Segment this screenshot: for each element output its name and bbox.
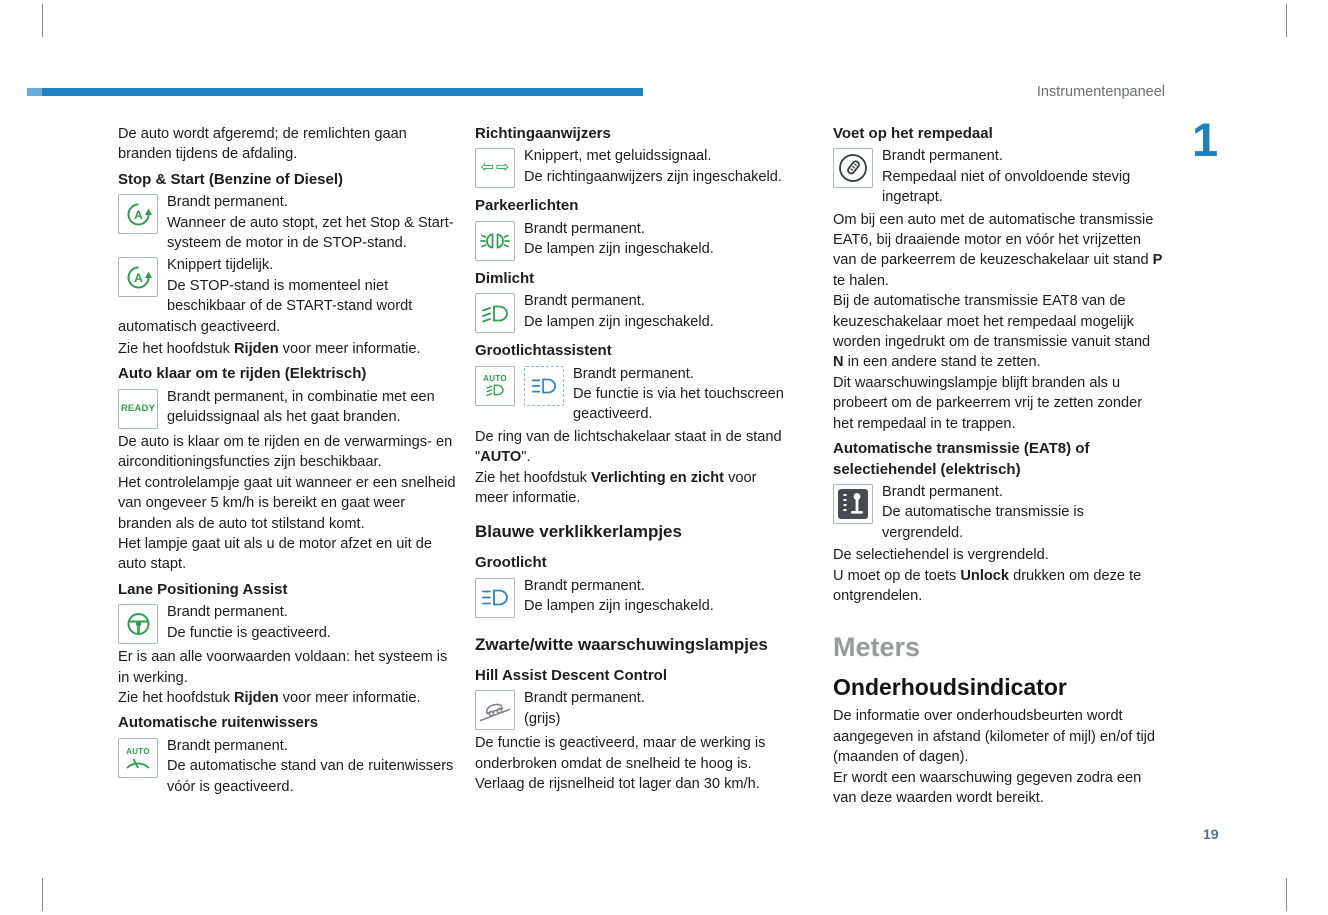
stop-start-icon <box>118 257 158 297</box>
heading-low-beam: Dimlicht <box>475 269 535 287</box>
text-run-bold: Unlock <box>960 567 1010 584</box>
indicator-state: Brandt permanent. <box>524 690 645 707</box>
heading-stop-start: Stop & Start (Benzine of Diesel) <box>118 170 344 188</box>
steering-wheel-glyph <box>125 611 152 638</box>
parking-lights-glyph <box>480 231 510 251</box>
heading-turn-indicators: Richtingaanwijzers <box>475 125 611 142</box>
heading-hill-assist: Hill Assist Descent Control <box>475 666 667 684</box>
indicator-entry-low-beam <box>475 291 793 332</box>
indicator-state: Brandt permanent, in combinatie met een geluidssignaal als het gaat branden. <box>167 388 435 426</box>
chapter-accent-bar <box>27 88 643 96</box>
text-run: De ring van de lichtschakelaar staat in de stand " <box>475 428 782 466</box>
auto-headlight-icon <box>475 366 515 406</box>
hill-descent-icon <box>475 690 515 730</box>
indicator-desc: De automatische transmissie is vergrendeld. <box>882 504 1084 541</box>
indicator-entry-hill-assist <box>475 688 793 729</box>
text-run-bold: N <box>833 354 844 371</box>
heading-lane-assist: Lane Positioning Assist <box>118 580 288 598</box>
indicator-desc: De lampen zijn ingeschakeld. <box>524 241 714 258</box>
indicator-state: Brandt permanent. <box>882 148 1003 165</box>
cross-reference <box>118 339 460 359</box>
indicator-entry-brake-pedal <box>833 146 1163 207</box>
text-run: voor meer informatie. <box>278 689 421 706</box>
paragraph: Het lampje gaat uit als u de motor afzet en uit de auto stapt. <box>118 535 432 573</box>
text-run-bold: Verlichting en zicht <box>591 469 725 486</box>
indicator-entry-parking <box>475 219 793 260</box>
indicator-desc: De lampen zijn ingeschakeld. <box>524 313 714 330</box>
intro-paragraph: De auto wordt afgeremd; de remlichten gaan branden tijdens de afdaling. <box>118 126 407 163</box>
section-heading-blue-indicators: Blauwe verklikkerlampjes <box>475 522 682 542</box>
chapter-section-heading-meters: Meters <box>833 632 921 663</box>
high-beam-auto-icon <box>524 366 564 406</box>
paragraph <box>833 210 1163 292</box>
text-run: Zie het hoofdstuk <box>118 689 235 706</box>
paragraph: Verlaag de rijsnelheid tot lager dan 30 km/h. <box>475 776 760 793</box>
text-run-bold: Rijden <box>234 341 279 358</box>
indicator-entry-transmission <box>833 482 1163 543</box>
indicator-state: Brandt permanent. <box>524 577 645 594</box>
heading-brake-pedal: Voet op het rempedaal <box>833 125 993 142</box>
text-run-bold: Rijden <box>234 689 279 706</box>
heading-high-beam-assist: Grootlichtassistent <box>475 342 612 360</box>
stop-start-glyph <box>125 264 152 291</box>
paragraph: Er wordt een waarschuwing gegeven zodra een van deze waarden wordt bereikt. <box>833 769 1142 806</box>
indicator-state: Brandt permanent. <box>167 604 288 621</box>
high-beam-glyph <box>530 376 558 396</box>
text-run: Om bij een auto met de automatische transmissie EAT6, bij draaiende motor en vóór het vrijzetten van de parkeerrem de keuzeschakelaar uit stand <box>833 211 1154 269</box>
high-beam-glyph <box>480 587 510 608</box>
crop-mark-top-left <box>42 4 43 37</box>
gear-selector-icon <box>833 484 873 524</box>
auto-headlight-icon-label: AUTO <box>483 374 507 384</box>
paragraph: De functie is geactiveerd, maar de werking is onderbroken omdat de snelheid te hoog is. <box>475 735 766 772</box>
stop-start-glyph <box>125 201 152 228</box>
column-right <box>833 124 1163 808</box>
heading-automatic-transmission: Automatische transmissie (EAT8) of selectiehendel (elektrisch) <box>833 440 1090 478</box>
indicator-state: Knippert tijdelijk. <box>167 257 274 274</box>
indicator-state: Brandt permanent. <box>882 483 1003 500</box>
indicator-desc: Wanneer de auto stopt, zet het Stop & Start-systeem de motor in de STOP-stand. <box>167 214 454 252</box>
crop-mark-bottom-left <box>42 878 43 911</box>
indicator-entry-auto-wipers <box>118 736 460 797</box>
cross-reference <box>475 468 793 509</box>
car-on-slope-glyph <box>479 699 511 722</box>
section-heading-bw-warnings: Zwarte/witte waarschuwingslampjes <box>475 634 768 654</box>
paragraph: De selectiehendel is vergrendeld. <box>833 547 1049 564</box>
stop-start-icon <box>118 194 158 234</box>
indicator-entry-stop-start-on <box>118 192 460 253</box>
indicator-state: Brandt permanent. <box>167 737 288 754</box>
heading-parking-lights: Parkeerlichten <box>475 197 579 215</box>
indicator-state: Brandt permanent. <box>573 365 694 382</box>
indicator-state: Brandt permanent. <box>524 220 645 237</box>
svg-text:A: A <box>133 270 143 285</box>
text-run-bold: AUTO <box>480 449 522 466</box>
low-beam-icon <box>475 293 515 333</box>
column-middle <box>475 124 793 795</box>
wiper-glyph <box>125 756 151 769</box>
indicator-entry-high-beam-assist <box>475 364 793 425</box>
turn-indicators-icon <box>475 148 515 188</box>
paragraph: Er is aan alle voorwaarden voldaan: het systeem is in werking. <box>118 649 448 686</box>
crop-mark-top-right <box>1286 4 1287 37</box>
ready-icon-label: READY <box>120 402 156 414</box>
low-beam-glyph <box>483 383 507 397</box>
text-run-bold: P <box>1152 252 1163 269</box>
heading-auto-wipers: Automatische ruitenwissers <box>118 714 319 732</box>
heading-high-beam: Grootlicht <box>475 554 547 572</box>
text-run: Zie het hoofdstuk <box>118 341 235 358</box>
paragraph <box>475 427 793 468</box>
indicator-desc: De automatische stand van de ruitenwissers vóór is geactiveerd. <box>167 758 454 795</box>
column-left <box>118 124 460 799</box>
indicator-desc: (grijs) <box>524 710 561 727</box>
indicator-desc: Rempedaal niet of onvoldoende stevig ingetrapt. <box>882 168 1131 206</box>
indicator-desc: De STOP-stand is momenteel niet beschikbaar of de START-stand wordt automatisch geactiveerd. <box>118 277 413 335</box>
text-run: te halen. <box>833 272 889 289</box>
low-beam-glyph <box>480 303 510 324</box>
text-run: voor meer informatie. <box>278 341 421 358</box>
paragraph <box>833 566 1163 607</box>
text-run: U moet op de toets <box>833 567 961 584</box>
text-run: drukken om deze te ontgrendelen. <box>833 567 1142 604</box>
foot-on-pedal-glyph <box>837 152 869 184</box>
gear-selector-glyph <box>837 488 869 520</box>
indicator-state: Brandt permanent. <box>524 293 645 310</box>
parking-lights-icon <box>475 221 515 261</box>
heading-ready: Auto klaar om te rijden (Elektrisch) <box>118 365 367 383</box>
paragraph <box>833 291 1163 373</box>
auto-wiper-icon <box>118 738 158 778</box>
indicator-desc: De lampen zijn ingeschakeld. <box>524 598 714 615</box>
page-number: 19 <box>1203 826 1219 842</box>
indicator-desc: De richtingaanwijzers zijn ingeschakeld. <box>524 168 782 185</box>
indicator-state: Brandt permanent. <box>167 194 288 211</box>
indicator-entry-lane-assist <box>118 602 460 643</box>
ready-icon <box>118 389 158 429</box>
paragraph: De auto is klaar om te rijden en de verwarmings- en airconditioningsfuncties zijn beschikbaar. <box>118 433 453 471</box>
text-run: voor meer informatie. <box>475 469 757 507</box>
chapter-number: 1 <box>1192 113 1219 166</box>
indicator-desc: De functie is geactiveerd. <box>167 624 331 641</box>
high-beam-icon <box>475 578 515 618</box>
lane-positioning-icon <box>118 604 158 644</box>
indicator-entry-high-beam <box>475 576 793 617</box>
indicator-entry-turn <box>475 146 793 187</box>
indicator-desc: De functie is via het touchscreen geactiveerd. <box>573 386 784 423</box>
crop-mark-bottom-right <box>1286 878 1287 911</box>
indicator-entry-ready <box>118 387 460 428</box>
paragraph: De informatie over onderhoudsbeurten wordt aangegeven in afstand (kilometer of mijl) en/of tijd (maanden of dagen). <box>833 708 1156 766</box>
indicator-entry-stop-start-blink <box>118 255 460 337</box>
text-run: Bij de automatische transmissie EAT8 van de keuzeschakelaar moet het rempedaal mogelijk worden ingedrukt om de transmissie vanuit stand <box>833 293 1151 351</box>
accent-bar-tip <box>27 88 42 96</box>
paragraph: Dit waarschuwingslampje blijft branden als u probeert om de parkeerrem vrij te zetten zonder het rempedaal in te trappen. <box>833 374 1143 432</box>
turn-arrows-glyph: ⇦⇨ <box>480 159 512 177</box>
cross-reference <box>118 688 460 708</box>
heading-service-indicator: Onderhoudsindicator <box>833 674 1067 701</box>
text-run: in een andere stand te zetten. <box>843 354 1041 371</box>
svg-text:A: A <box>133 207 143 222</box>
text-run: Zie het hoofdstuk <box>475 469 592 486</box>
text-run: ". <box>521 449 531 466</box>
auto-wiper-icon-label: AUTO <box>126 746 150 756</box>
paragraph: Het controlelampje gaat uit wanneer er een snelheid van ongeveer 5 km/h is bereikt en gaat weer branden als de auto tot stilstand komt. <box>118 474 456 532</box>
running-header: Instrumentenpaneel <box>1036 84 1165 100</box>
indicator-state: Knippert, met geluidssignaal. <box>524 148 712 165</box>
brake-pedal-icon <box>833 148 873 188</box>
